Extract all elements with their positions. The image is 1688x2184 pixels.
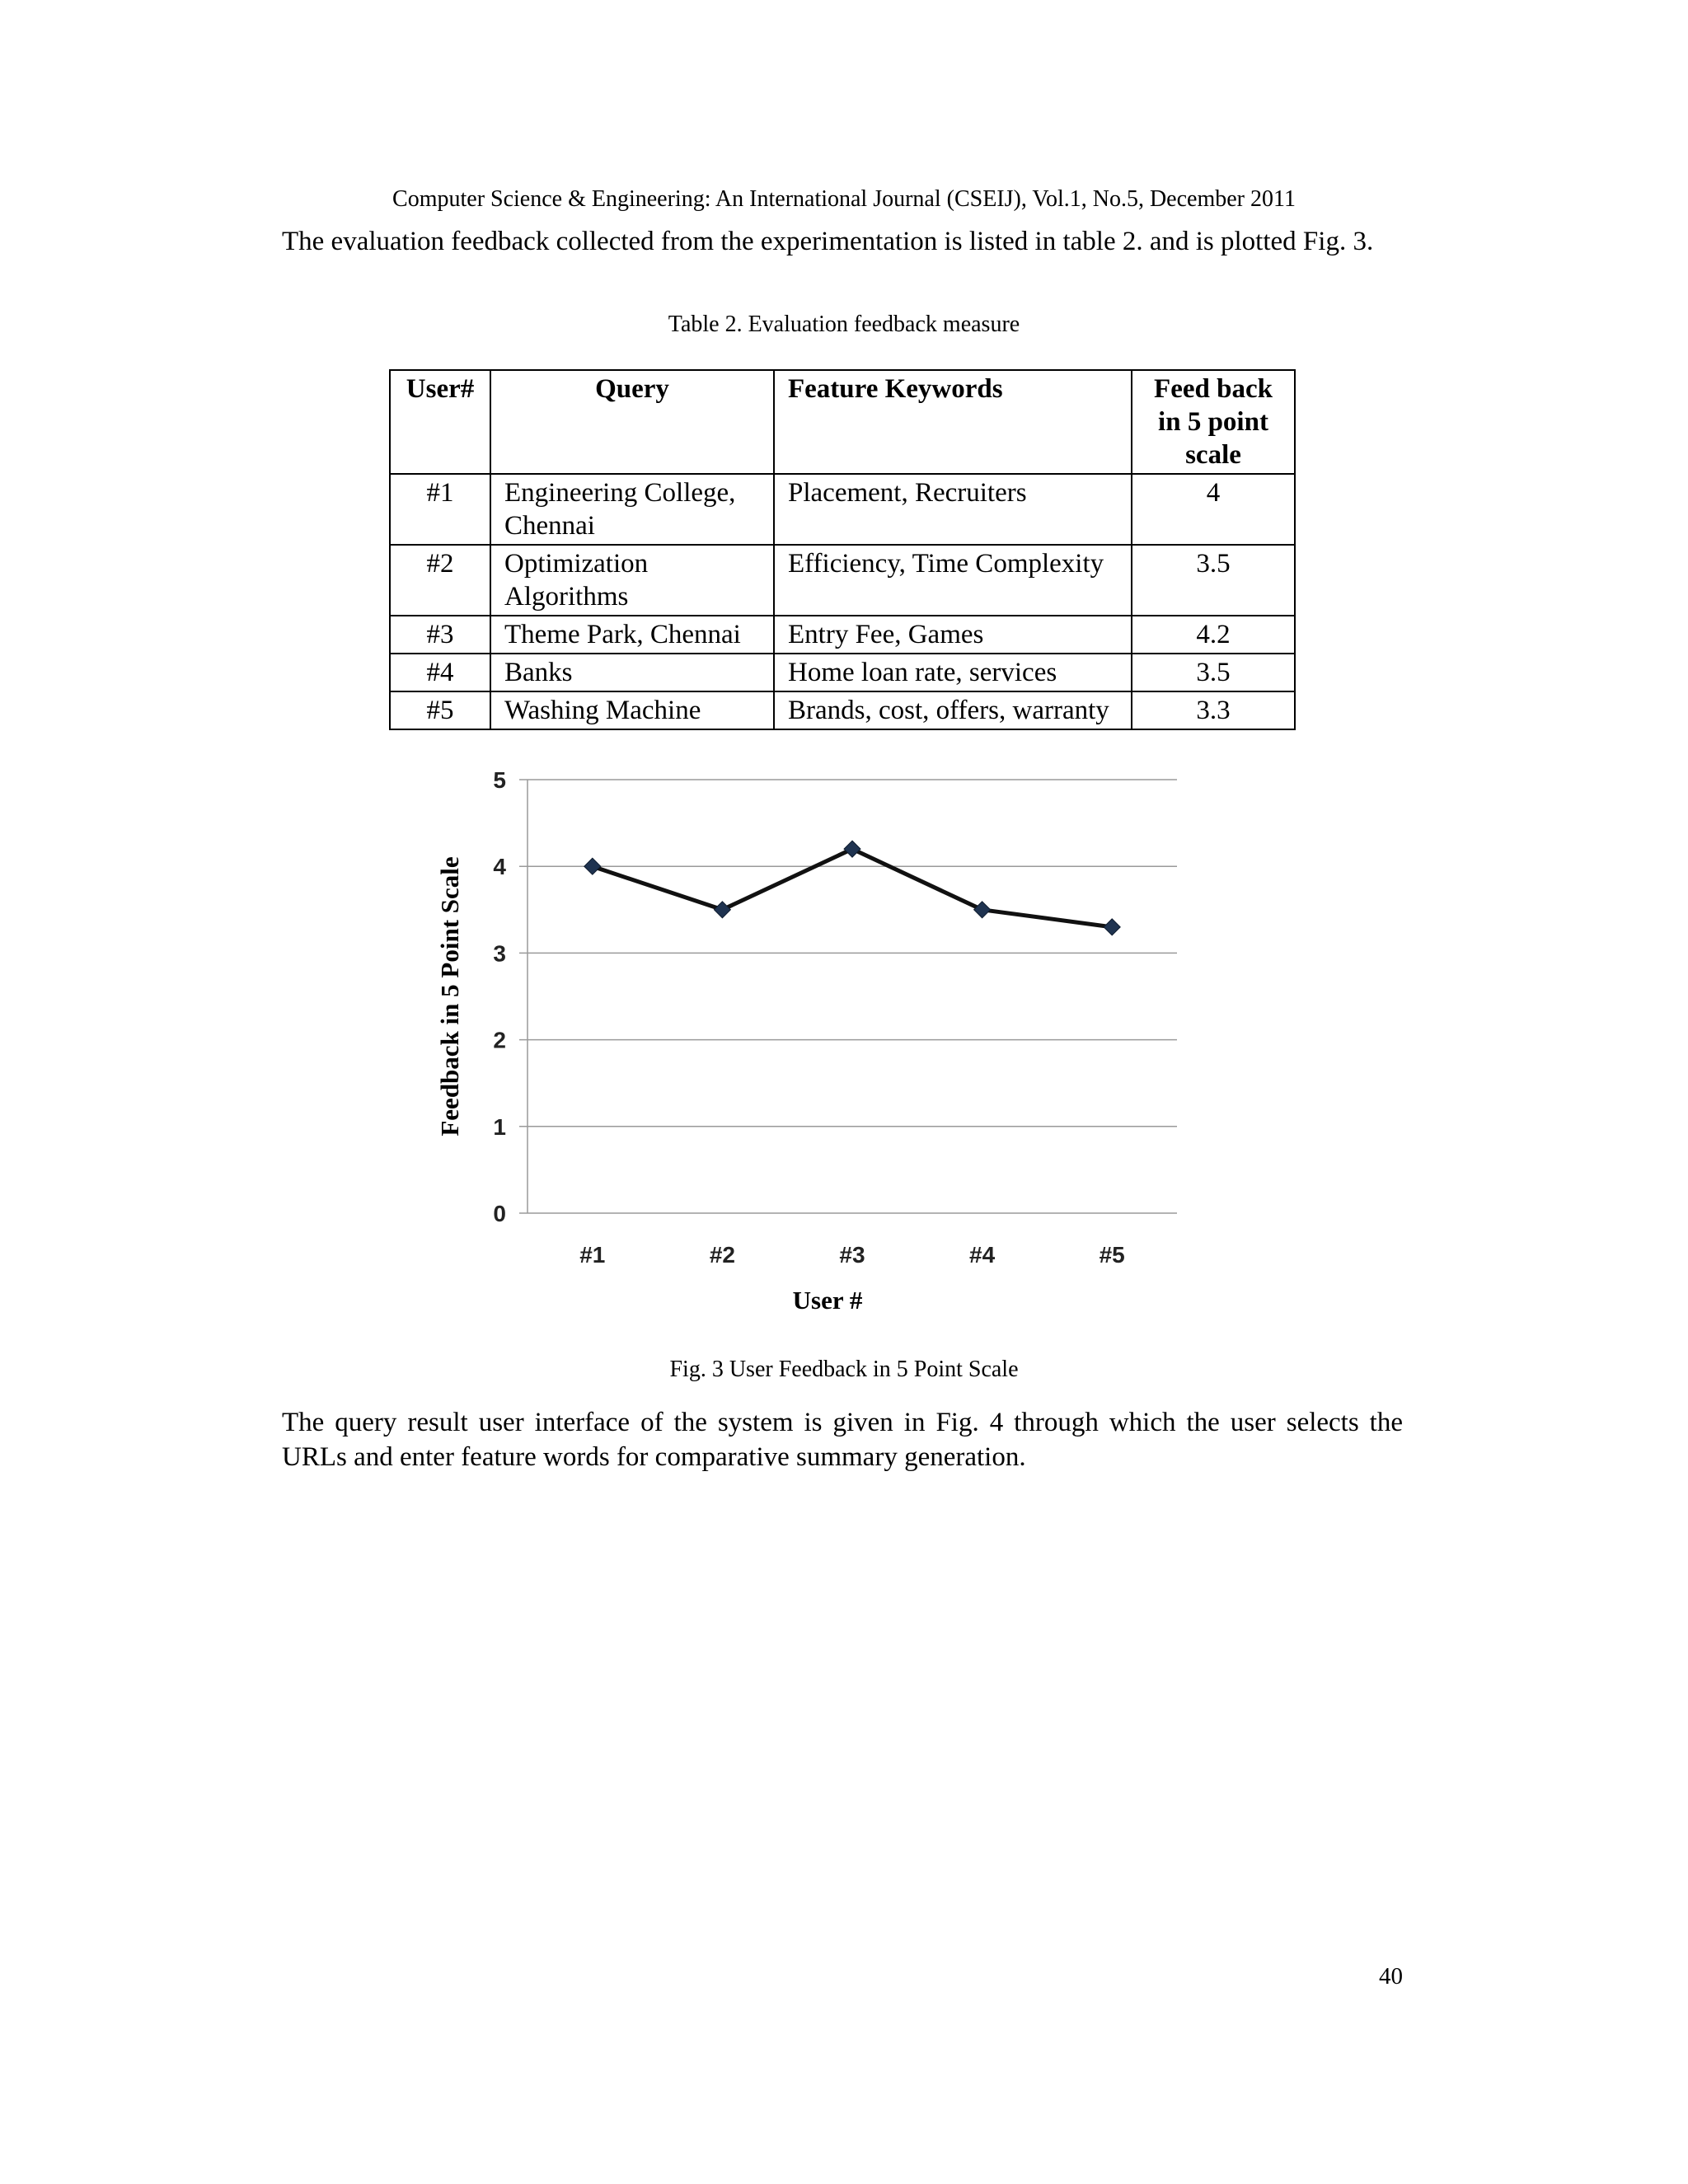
cell-user: #2 — [390, 545, 490, 616]
cell-keywords: Efficiency, Time Complexity — [774, 545, 1132, 616]
x-tick-label: #3 — [839, 1242, 865, 1268]
cell-user: #4 — [390, 654, 490, 691]
x-tick-label: #2 — [709, 1242, 735, 1268]
intro-paragraph: The evaluation feedback collected from the experimentation is listed in table 2. and is plotted Fig. 3. — [282, 227, 1374, 256]
table-header-row — [390, 370, 1295, 474]
x-tick-labels — [579, 1242, 1125, 1268]
data-point-marker — [714, 902, 730, 918]
cell-query: Washing Machine — [490, 691, 774, 729]
y-axis-title: Feedback in 5 Point Scale — [435, 856, 464, 1137]
data-point-marker — [844, 841, 860, 857]
cell-keywords: Brands, cost, offers, warranty — [774, 691, 1132, 729]
table-row — [390, 616, 1295, 654]
data-point-marker — [974, 902, 991, 918]
y-tick-label: 5 — [493, 767, 506, 793]
y-tick-label: 1 — [493, 1113, 506, 1140]
cell-keywords: Placement, Recruiters — [774, 474, 1132, 545]
x-tick-label: #4 — [969, 1242, 996, 1268]
header-user: User# — [390, 370, 490, 474]
x-tick-label: #5 — [1099, 1242, 1125, 1268]
feedback-line-chart — [429, 758, 1236, 1335]
cell-query: Banks — [490, 654, 774, 691]
cell-user: #1 — [390, 474, 490, 545]
journal-header: Computer Science & Engineering: An International Journal (CSEIJ), Vol.1, No.5, December 2011 — [392, 186, 1296, 212]
x-axis-title: User # — [792, 1286, 863, 1315]
header-query: Query — [490, 370, 774, 474]
cell-keywords: Entry Fee, Games — [774, 616, 1132, 654]
header-feedback: Feed back in 5 point scale — [1132, 370, 1295, 474]
table-row — [390, 545, 1295, 616]
cell-feedback: 4.2 — [1132, 616, 1295, 654]
cell-keywords: Home loan rate, services — [774, 654, 1132, 691]
page-number: 40 — [1379, 1963, 1403, 1990]
cell-user: #5 — [390, 691, 490, 729]
closing-paragraph: The query result user interface of the system is given in Fig. 4 through which the user selects the URLs and enter feature words for comparative summary generation. — [282, 1408, 1403, 1472]
figure-caption: Fig. 3 User Feedback in 5 Point Scale — [669, 1357, 1019, 1382]
table-row — [390, 654, 1295, 691]
cell-query: Optimization Algorithms — [490, 545, 774, 616]
evaluation-feedback-table — [389, 369, 1296, 730]
data-point-marker — [1104, 919, 1120, 935]
data-point-marker — [584, 858, 601, 874]
cell-user: #3 — [390, 616, 490, 654]
y-tick-label: 4 — [493, 854, 506, 880]
cell-feedback: 4 — [1132, 474, 1295, 545]
feedback-series — [584, 841, 1120, 935]
table-caption: Table 2. Evaluation feedback measure — [668, 312, 1020, 337]
header-feature-keywords: Feature Keywords — [774, 370, 1132, 474]
table-row — [390, 691, 1295, 729]
cell-feedback: 3.5 — [1132, 545, 1295, 616]
y-tick-label: 0 — [493, 1201, 506, 1226]
cell-query: Engineering College, Chennai — [490, 474, 774, 545]
table-row — [390, 474, 1295, 545]
y-tick-label: 3 — [493, 940, 506, 967]
x-tick-label: #1 — [579, 1242, 606, 1268]
cell-feedback: 3.5 — [1132, 654, 1295, 691]
cell-query: Theme Park, Chennai — [490, 616, 774, 654]
cell-feedback: 3.3 — [1132, 691, 1295, 729]
series-line — [593, 849, 1112, 927]
y-tick-label: 2 — [493, 1027, 506, 1053]
y-tick-labels — [493, 767, 506, 1226]
